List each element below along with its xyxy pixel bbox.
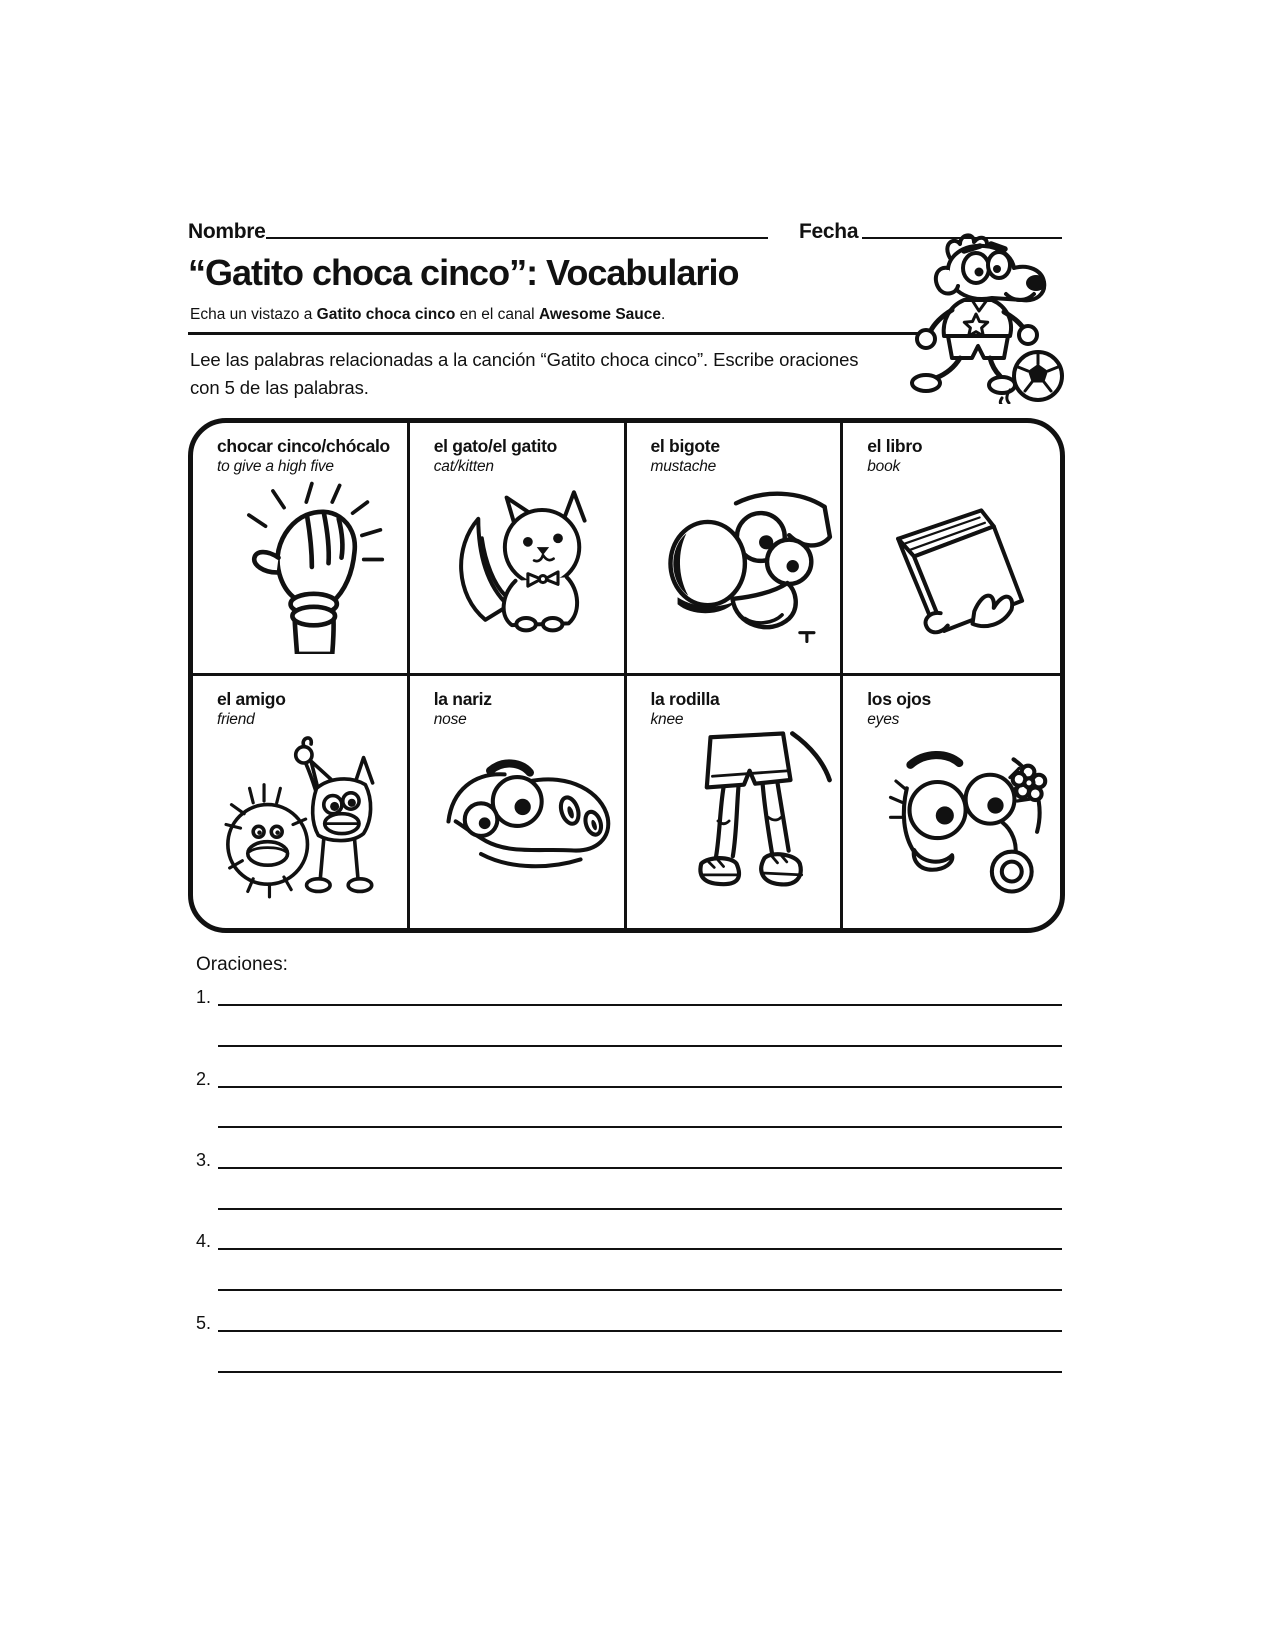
page-title: “Gatito choca cinco”: Vocabulario — [188, 252, 739, 293]
sentence-1-line-1 — [218, 1004, 1062, 1006]
sentence-3-line-1 — [218, 1167, 1062, 1169]
dog-soccer-mascot-illustration — [872, 232, 1068, 404]
vocab-term: la nariz — [433, 688, 492, 709]
nombre-label: Nombre — [188, 220, 266, 243]
two-monster-friends-illustration — [217, 731, 407, 909]
sentence-number-3: 3. — [196, 1150, 212, 1170]
page-subtitle — [190, 306, 665, 324]
vocab-cell-los-ojos — [843, 676, 1060, 929]
sentence-3-line-2 — [218, 1208, 1062, 1210]
legs-with-knees-illustration — [651, 731, 837, 909]
sentence-5-line-2 — [218, 1371, 1062, 1373]
vocab-grid — [188, 418, 1065, 933]
vocab-term: el libro — [867, 436, 923, 456]
fecha-label: Fecha — [799, 220, 859, 243]
vocab-translation: knee — [650, 710, 684, 728]
sentence-number-5: 5. — [196, 1313, 212, 1333]
vocab-cell-el-amigo — [193, 676, 410, 929]
oraciones-label: Oraciones: — [196, 954, 288, 975]
sentence-number-1: 1. — [196, 987, 212, 1007]
vocab-translation: eyes — [867, 710, 900, 728]
subtitle-text-1: Echa un vistazo a — [190, 306, 317, 323]
vocab-term: los ojos — [867, 688, 931, 709]
vocab-translation: book — [867, 458, 901, 475]
vocab-translation: mustache — [650, 458, 717, 475]
vocab-cell-el-bigote — [627, 423, 844, 676]
mustache-face-illustration — [651, 478, 837, 650]
vocab-cell-el-gato — [410, 423, 627, 676]
vocab-cell-la-rodilla — [627, 676, 844, 929]
vocab-term: la rodilla — [650, 688, 720, 709]
vocab-translation: to give a high five — [217, 458, 334, 475]
vocab-translation: friend — [217, 710, 255, 728]
vocab-cell-el-libro — [843, 423, 1060, 676]
sentence-5-line-1 — [218, 1330, 1062, 1332]
nombre-blank-line — [266, 237, 768, 239]
vocab-translation: cat/kitten — [433, 458, 494, 475]
sentence-number-4: 4. — [196, 1231, 212, 1251]
sentence-2-line-2 — [218, 1126, 1062, 1128]
subtitle-channel-name: Awesome Sauce — [538, 306, 661, 323]
vocab-cell-la-nariz — [410, 676, 627, 929]
vocab-term: el bigote — [650, 436, 720, 456]
vocab-term: el gato/el gatito — [433, 436, 557, 456]
sentence-4-line-2 — [218, 1289, 1062, 1291]
sentence-1-line-2 — [218, 1045, 1062, 1047]
vocab-translation: nose — [433, 710, 467, 728]
vocab-term: el amigo — [217, 688, 286, 709]
subtitle-text-3: . — [661, 306, 666, 323]
sentence-4-line-1 — [218, 1248, 1062, 1250]
subtitle-text-2: en el canal — [455, 306, 539, 323]
girl-big-eyes-illustration — [867, 731, 1057, 909]
sentence-2-line-1 — [218, 1086, 1062, 1088]
kitten-illustration — [434, 478, 620, 650]
book-in-hand-illustration — [868, 478, 1054, 650]
vocab-term: chocar cinco/chócalo — [217, 436, 390, 456]
high-five-hand-illustration — [217, 478, 403, 654]
instructions-text: Lee las palabras relacionadas a la canción “Gatito choca cinco”. Escribe oraciones con 5 de las palabras. — [190, 349, 859, 398]
vocab-cell-chocar-cinco — [193, 423, 410, 676]
sentence-number-2: 2. — [196, 1069, 212, 1089]
subtitle-song-name: Gatito choca cinco — [316, 306, 456, 323]
crocodile-nose-illustration — [434, 731, 624, 901]
divider-rule — [188, 332, 928, 335]
